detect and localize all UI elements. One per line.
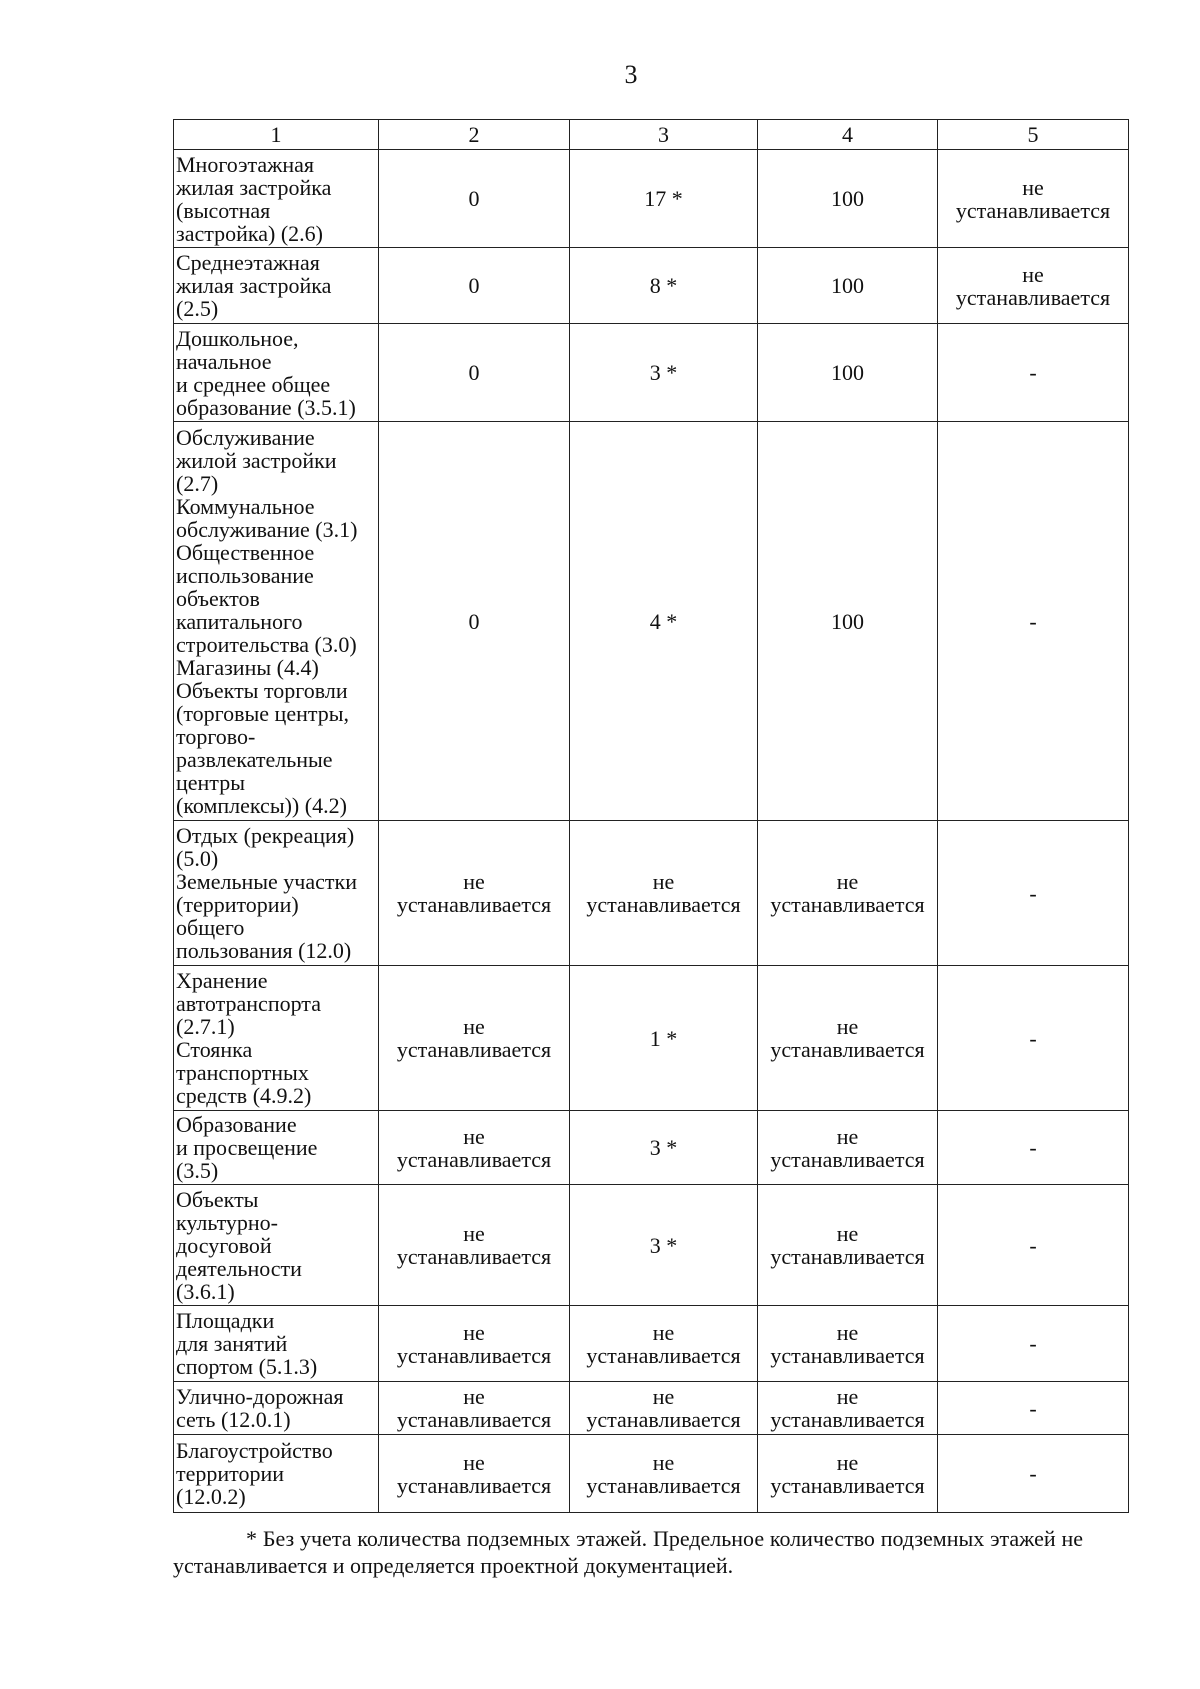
land-use-type-cell: Образование и просвещение (3.5) <box>174 1111 379 1185</box>
table-row <box>174 1111 1129 1185</box>
value-cell-col2: 0 <box>379 324 570 422</box>
value-cell-col5: - <box>938 1185 1129 1306</box>
value-cell-col4: не устанавливается <box>758 1306 938 1382</box>
value-cell-col5: - <box>938 1435 1129 1513</box>
land-use-type-cell: Улично-дорожная сеть (12.0.1) <box>174 1382 379 1435</box>
table-row <box>174 1306 1129 1382</box>
value-cell-col2: не устанавливается <box>379 1306 570 1382</box>
value-cell-col5: - <box>938 821 1129 966</box>
value-cell-col4: 100 <box>758 324 938 422</box>
value-cell-col5: - <box>938 1111 1129 1185</box>
value-cell-col2: 0 <box>379 248 570 324</box>
column-header-1: 1 <box>174 120 379 150</box>
land-use-type-cell: Дошкольное, начальное и среднее общее образование (3.5.1) <box>174 324 379 422</box>
value-cell-col5: - <box>938 966 1129 1111</box>
value-cell-col3: не устанавливается <box>570 1382 758 1435</box>
value-cell-col5: - <box>938 1382 1129 1435</box>
value-cell-col3: не устанавливается <box>570 1435 758 1513</box>
land-use-type-cell: Площадки для занятий спортом (5.1.3) <box>174 1306 379 1382</box>
value-cell-col3: 17 * <box>570 150 758 248</box>
value-cell-col2: не устанавливается <box>379 1111 570 1185</box>
land-use-type-cell: Среднеэтажная жилая застройка (2.5) <box>174 248 379 324</box>
column-header-2: 2 <box>379 120 570 150</box>
value-cell-col5: не устанавливается <box>938 248 1129 324</box>
value-cell-col4: не устанавливается <box>758 1185 938 1306</box>
value-cell-col2: 0 <box>379 150 570 248</box>
column-header-4: 4 <box>758 120 938 150</box>
value-cell-col2: не устанавливается <box>379 1382 570 1435</box>
value-cell-col5: - <box>938 324 1129 422</box>
value-cell-col3: не устанавливается <box>570 821 758 966</box>
value-cell-col4: не устанавливается <box>758 1111 938 1185</box>
value-cell-col5: - <box>938 1306 1129 1382</box>
land-use-type-cell: Обслуживание жилой застройки (2.7) Коммунальное обслуживание (3.1) Общественное использование объектов капитального строительства (3.0) Магазины (4.4) Объекты торговли (торговые центры, торгово- развлекательные центры (комплексы)) (4.2) <box>174 422 379 821</box>
land-use-type-cell: Благоустройство территории (12.0.2) <box>174 1435 379 1513</box>
value-cell-col4: не устанавливается <box>758 821 938 966</box>
value-cell-col5: - <box>938 422 1129 821</box>
value-cell-col3: 3 * <box>570 1185 758 1306</box>
table-row <box>174 150 1129 248</box>
footnote: * Без учета количества подземных этажей. Предельное количество подземных этажей не устанавливается и определяется проектной документацией. <box>173 1526 1083 1578</box>
value-cell-col4: не устанавливается <box>758 966 938 1111</box>
value-cell-col3: 3 * <box>570 324 758 422</box>
value-cell-col5: не устанавливается <box>938 150 1129 248</box>
value-cell-col3: 4 * <box>570 422 758 821</box>
table-row <box>174 1435 1129 1513</box>
column-header-3: 3 <box>570 120 758 150</box>
land-use-type-cell: Отдых (рекреация) (5.0) Земельные участки (территории) общего пользования (12.0) <box>174 821 379 966</box>
value-cell-col3: не устанавливается <box>570 1306 758 1382</box>
table-row <box>174 324 1129 422</box>
table-row <box>174 1382 1129 1435</box>
value-cell-col4: 100 <box>758 248 938 324</box>
value-cell-col3: 1 * <box>570 966 758 1111</box>
value-cell-col4: 100 <box>758 422 938 821</box>
land-use-type-cell: Многоэтажная жилая застройка (высотная застройка) (2.6) <box>174 150 379 248</box>
value-cell-col2: не устанавливается <box>379 821 570 966</box>
value-cell-col3: 3 * <box>570 1111 758 1185</box>
value-cell-col2: 0 <box>379 422 570 821</box>
table-row <box>174 248 1129 324</box>
land-use-type-cell: Хранение автотранспорта (2.7.1) Стоянка транспортных средств (4.9.2) <box>174 966 379 1111</box>
regulations-table <box>173 119 1129 1513</box>
land-use-type-cell: Объекты культурно- досуговой деятельности (3.6.1) <box>174 1185 379 1306</box>
table-row <box>174 966 1129 1111</box>
column-header-5: 5 <box>938 120 1129 150</box>
value-cell-col4: не устанавливается <box>758 1435 938 1513</box>
value-cell-col4: 100 <box>758 150 938 248</box>
page-number: 3 <box>624 60 638 89</box>
table-header-row <box>174 120 1129 150</box>
value-cell-col2: не устанавливается <box>379 1185 570 1306</box>
value-cell-col4: не устанавливается <box>758 1382 938 1435</box>
table-row <box>174 821 1129 966</box>
table-row <box>174 422 1129 821</box>
table-row <box>174 1185 1129 1306</box>
value-cell-col2: не устанавливается <box>379 966 570 1111</box>
value-cell-col3: 8 * <box>570 248 758 324</box>
value-cell-col2: не устанавливается <box>379 1435 570 1513</box>
